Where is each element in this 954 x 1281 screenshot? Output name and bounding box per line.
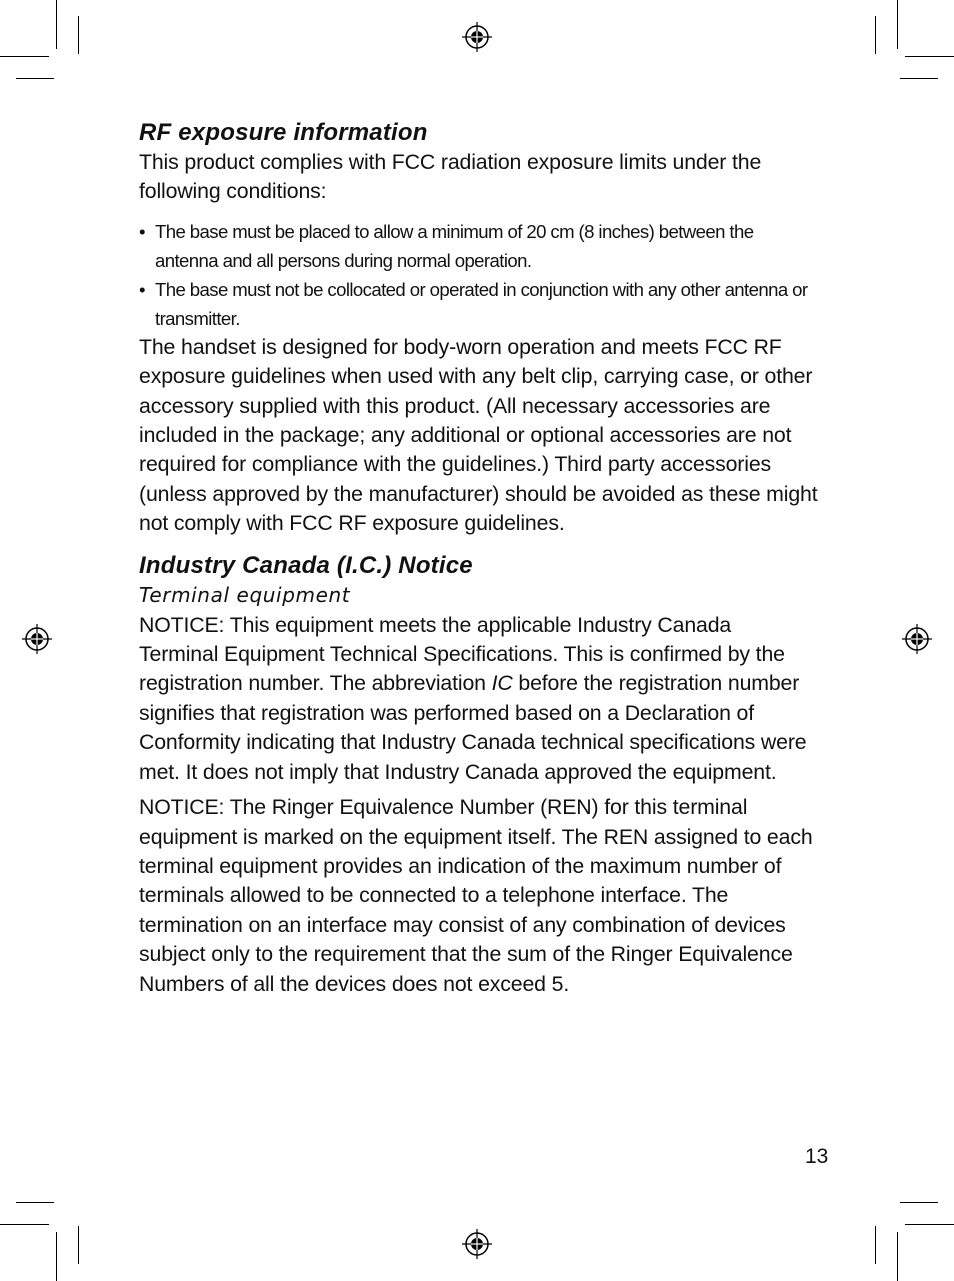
ic-notice-text: NOTICE: This equipment meets the applicable Industry Canada Terminal Equipment Technical Specifications. This is confirmed by the registration number. The abbreviation (139, 612, 785, 696)
crop-mark (0, 1224, 49, 1225)
bullet-icon: • (139, 220, 145, 242)
registration-mark-icon (20, 622, 54, 656)
list-item-text: The base must not be collocated or operated in conjunction with any other antenna or transmitter. (155, 278, 808, 329)
registration-mark-icon (900, 622, 934, 656)
crop-mark (16, 1202, 54, 1203)
ic-abbreviation: IC (491, 671, 513, 696)
crop-mark (900, 1202, 938, 1203)
crop-mark (900, 78, 938, 79)
rf-conditions-list (139, 217, 839, 333)
ic-notice-paragraph (139, 611, 809, 787)
crop-mark (905, 1224, 954, 1225)
registration-mark-icon (460, 1227, 494, 1261)
crop-mark (78, 16, 79, 54)
handset-paragraph: The handset is designed for body-worn operation and meets FCC RF exposure guidelines when used with any belt clip, carrying case, or other accessory supplied with this product. (All necessary accessories are included in the package; any additional or optional accessories are not required for compliance with the guidelines.) Third party accessories (unless approved by the manufacturer) should be avoided as these might not comply with FCC RF exposure guidelines. (139, 334, 818, 536)
crop-mark (56, 1232, 57, 1281)
ic-notice-text: before the registration number signifies that registration was performed based on a Declaration of Conformity indicating that Industry Canada technical specifications were met. It does not imply that Industry Canada approved the equipment. (139, 671, 807, 784)
crop-mark (897, 0, 898, 49)
crop-mark (875, 16, 876, 54)
rf-intro-paragraph: This product complies with FCC radiation exposure limits under the following conditions: (139, 150, 762, 204)
crop-mark (905, 56, 954, 57)
list-item-text: The base must be placed to allow a minimum of 20 cm (8 inches) between the antenna and all persons during normal operation. (155, 220, 754, 271)
crop-mark (56, 0, 57, 49)
bullet-icon: • (139, 278, 145, 300)
ren-notice-paragraph: NOTICE: The Ringer Equivalence Number (REN) for this terminal equipment is marked on the equipment itself. The REN assigned to each terminal equipment provides an indication of the maximum number of terminals allowed to be connected to a telephone interface. The termination on an interface may consist of any combination of devices subject only to the requirement that the sum of the Ringer Equivalence Numbers of all the devices does not exceed 5. (139, 795, 813, 996)
list-item (139, 217, 815, 275)
industry-canada-heading: Industry Canada (I.C.) Notice (139, 551, 473, 579)
terminal-equipment-subheading: Terminal equipment (139, 582, 351, 607)
page-number: 13 (805, 1145, 829, 1168)
registration-mark-icon (460, 20, 494, 54)
crop-mark (875, 1226, 876, 1264)
crop-mark (78, 1226, 79, 1264)
crop-mark (897, 1232, 898, 1281)
list-item (139, 275, 835, 333)
page-content (139, 118, 839, 999)
rf-exposure-heading: RF exposure information (139, 119, 428, 146)
crop-mark (16, 78, 54, 79)
crop-mark (0, 56, 49, 57)
